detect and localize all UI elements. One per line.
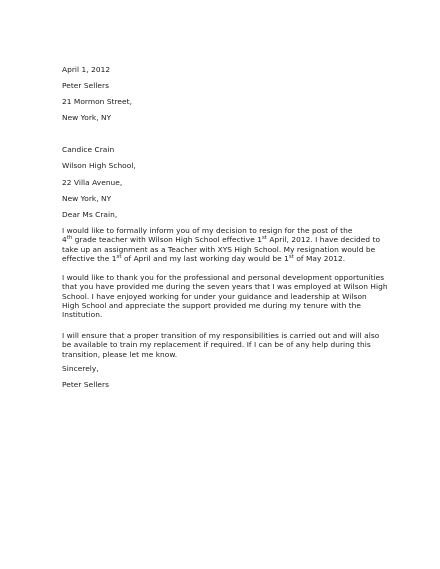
sender-name: Peter Sellers <box>62 81 110 90</box>
text-segment: April, 2012. I have decided to <box>266 235 381 245</box>
recipient-street: 22 Villa Avenue, <box>62 178 123 187</box>
recipient-name: Candice Crain <box>62 145 115 154</box>
text-segment: of April and my last working day would be 1 <box>121 253 289 263</box>
paragraph-thanks <box>62 273 392 319</box>
paragraph-line: I would like to thank you for the professional and personal development opportunities <box>62 273 385 282</box>
ordinal-suffix: th <box>66 235 73 242</box>
paragraph-line: Institution. <box>62 310 103 320</box>
salutation: Dear Ms Crain, <box>62 210 118 219</box>
paragraph-line <box>62 235 392 244</box>
paragraph-line <box>62 254 392 263</box>
sender-street: 21 Mormon Street, <box>62 97 132 106</box>
paragraph-transition <box>62 331 392 359</box>
paragraph-line: that you have provided me during the seven years that I was employed at Wilson High <box>62 282 388 292</box>
ordinal-suffix: st <box>116 253 122 260</box>
text-segment: grade teacher with Wilson High School effective 1 <box>72 235 262 245</box>
paragraph-line: take up an assignment as a Teacher with XYS High School. My resignation would be <box>62 244 376 254</box>
paragraph-line: High School and appreciate the support provided me during my tenure with the <box>62 300 361 310</box>
recipient-organization: Wilson High School, <box>62 161 136 170</box>
letter-date: April 1, 2012 <box>62 65 111 74</box>
closing: Sincerely, <box>62 364 99 373</box>
ordinal-suffix: st <box>261 235 267 242</box>
paragraph-line: School. I have enjoyed working for under your guidance and leadership at Wilson <box>62 291 367 301</box>
paragraph-resignation <box>62 226 392 263</box>
paragraph-line: transition, please let me know. <box>62 349 178 359</box>
ordinal-number: 4 <box>62 235 67 245</box>
paragraph-line: I will ensure that a proper transition of my responsibilities is carried out and will also <box>62 331 380 340</box>
paragraph-line: be available to train my replacement if required. If I can be of any help during this <box>62 340 371 350</box>
ordinal-suffix: st <box>288 253 294 260</box>
signature-name: Peter Sellers <box>62 380 110 389</box>
sender-city: New York, NY <box>62 113 112 122</box>
paragraph-line: I would like to formally inform you of my decision to resign for the post of the <box>62 226 353 235</box>
recipient-city: New York, NY <box>62 194 112 203</box>
text-segment: of May 2012. <box>293 253 346 263</box>
text-segment: effective the 1 <box>62 253 117 263</box>
